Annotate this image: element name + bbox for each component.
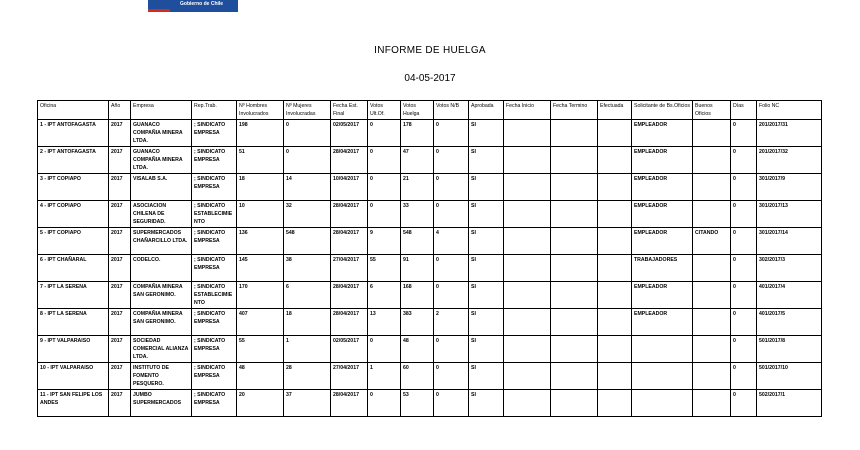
report-date: 04-05-2017 <box>404 73 456 84</box>
table-cell: SUPERMERCADOS CHAÑARCILLO LTDA. <box>131 228 192 255</box>
table-cell: 28/04/2017 <box>331 201 368 228</box>
table-cell: SI <box>469 282 504 309</box>
table-cell <box>632 363 693 390</box>
table-cell: 136 <box>237 228 284 255</box>
table-cell: 10 <box>237 201 284 228</box>
table-cell <box>598 147 632 174</box>
column-header: Nº Hombres Involucrados <box>237 101 284 120</box>
table-cell: JUMBO SUPERMERCADOS <box>131 390 192 417</box>
table-cell: ; SINDICATO EMPRESA <box>192 120 237 147</box>
table-cell <box>632 336 693 363</box>
column-header: Año <box>109 101 131 120</box>
table-cell: 10 - IPT VALPARAISO <box>38 363 109 390</box>
strike-report-table <box>37 100 822 417</box>
table-row <box>38 336 822 363</box>
table-cell: 0 <box>731 147 757 174</box>
table-cell: 9 - IPT VALPARAISO <box>38 336 109 363</box>
table-cell <box>693 120 731 147</box>
table-cell: SI <box>469 201 504 228</box>
table-cell: 0 <box>434 201 469 228</box>
column-header: Oficina <box>38 101 109 120</box>
table-cell: 4 <box>434 228 469 255</box>
column-header: Votos Ult.Of. <box>368 101 401 120</box>
table-cell <box>504 255 551 282</box>
table-cell: SI <box>469 255 504 282</box>
table-cell: SOCIEDAD COMERCIAL ALIANZA LTDA. <box>131 336 192 363</box>
table-cell: 28/04/2017 <box>331 147 368 174</box>
table-cell <box>598 309 632 336</box>
table-cell: ; SINDICATO EMPRESA <box>192 255 237 282</box>
table-cell: 28/04/2017 <box>331 228 368 255</box>
table-cell <box>693 201 731 228</box>
table-cell: 28/04/2017 <box>331 282 368 309</box>
table-cell: ; SINDICATO EMPRESA <box>192 228 237 255</box>
table-cell <box>551 309 598 336</box>
table-cell: 0 <box>284 120 331 147</box>
table-cell: 3 - IPT COPIAPO <box>38 174 109 201</box>
table-cell: 33 <box>401 201 434 228</box>
table-cell <box>598 282 632 309</box>
table-cell <box>632 390 693 417</box>
table-cell: 0 <box>434 174 469 201</box>
table-cell <box>551 120 598 147</box>
table-cell: 0 <box>434 363 469 390</box>
table-cell: 0 <box>731 120 757 147</box>
table-cell: 20 <box>237 390 284 417</box>
table-cell: 0 <box>368 201 401 228</box>
table-row <box>38 147 822 174</box>
table-cell: 0 <box>731 282 757 309</box>
table-cell: 0 <box>368 120 401 147</box>
table-cell: 60 <box>401 363 434 390</box>
table-cell <box>504 147 551 174</box>
table-cell <box>504 282 551 309</box>
table-cell: 0 <box>434 255 469 282</box>
table-cell: 301/2017/14 <box>757 228 822 255</box>
table-cell: VISALAB S.A. <box>131 174 192 201</box>
table-cell: 55 <box>237 336 284 363</box>
table-cell: 0 <box>731 363 757 390</box>
table-cell <box>693 309 731 336</box>
table-cell <box>551 390 598 417</box>
table-cell: 5 - IPT COPIAPO <box>38 228 109 255</box>
table-cell: 201/2017/31 <box>757 120 822 147</box>
table-cell: 47 <box>401 147 434 174</box>
table-row <box>38 255 822 282</box>
table-cell <box>693 147 731 174</box>
table-cell: 0 <box>434 282 469 309</box>
table-cell: 401/2017/5 <box>757 309 822 336</box>
table-cell: 10/04/2017 <box>331 174 368 201</box>
table-cell: 38 <box>284 255 331 282</box>
column-header: Fecha Est. Final <box>331 101 368 120</box>
table-cell <box>504 174 551 201</box>
table-cell <box>504 336 551 363</box>
column-header: Aprobada <box>469 101 504 120</box>
table-cell <box>693 255 731 282</box>
table-cell: ; SINDICATO EMPRESA <box>192 336 237 363</box>
table-cell: 407 <box>237 309 284 336</box>
table-cell: 11 - IPT SAN FELIPE LOS ANDES <box>38 390 109 417</box>
table-cell: 0 <box>731 255 757 282</box>
table-cell: 0 <box>368 174 401 201</box>
table-cell: ; SINDICATO ESTABLECIMIENTO <box>192 282 237 309</box>
table-cell: EMPLEADOR <box>632 309 693 336</box>
table-cell: SI <box>469 120 504 147</box>
table-cell: 201/2017/32 <box>757 147 822 174</box>
table-cell <box>504 390 551 417</box>
table-row <box>38 309 822 336</box>
table-cell: 8 - IPT LA SERENA <box>38 309 109 336</box>
column-header: Fecha Inicio <box>504 101 551 120</box>
table-cell: 301/2017/9 <box>757 174 822 201</box>
table-cell: 178 <box>401 120 434 147</box>
table-cell: 51 <box>237 147 284 174</box>
table-cell <box>551 147 598 174</box>
table-cell: 48 <box>237 363 284 390</box>
table-cell: 2017 <box>109 147 131 174</box>
table-cell: 32 <box>284 201 331 228</box>
table-cell: 0 <box>731 201 757 228</box>
table-row <box>38 174 822 201</box>
table-cell: 145 <box>237 255 284 282</box>
table-cell <box>504 120 551 147</box>
column-header: Nº Mujeres Involucradas <box>284 101 331 120</box>
table-row <box>38 201 822 228</box>
column-header: Fecha Termino <box>551 101 598 120</box>
table-cell: EMPLEADOR <box>632 147 693 174</box>
table-cell: 1 <box>284 336 331 363</box>
column-header: Solicitante de Bs.Oficios <box>632 101 693 120</box>
table-cell: 53 <box>401 390 434 417</box>
table-cell: 28 <box>284 363 331 390</box>
table-cell <box>504 228 551 255</box>
table-cell: 2017 <box>109 228 131 255</box>
table-cell <box>504 309 551 336</box>
table-cell: GUANACO COMPAÑIA MINERA LTDA. <box>131 147 192 174</box>
table-cell <box>693 390 731 417</box>
table-cell: ; SINDICATO EMPRESA <box>192 309 237 336</box>
table-cell: 13 <box>368 309 401 336</box>
table-row <box>38 282 822 309</box>
table-cell: ASOCIACION CHILENA DE SEGURIDAD. <box>131 201 192 228</box>
table-cell: 2017 <box>109 336 131 363</box>
table-cell: COMPAÑIA MINERA SAN GERONIMO. <box>131 282 192 309</box>
table-cell <box>598 363 632 390</box>
table-cell: 548 <box>401 228 434 255</box>
table-cell <box>551 255 598 282</box>
table-cell: 2017 <box>109 282 131 309</box>
table-cell: ; SINDICATO EMPRESA <box>192 174 237 201</box>
government-logo <box>148 0 238 12</box>
table-cell: 14 <box>284 174 331 201</box>
table-cell: 02/05/2017 <box>331 336 368 363</box>
table-cell: 2017 <box>109 201 131 228</box>
table-cell: 0 <box>434 147 469 174</box>
column-header: Rep.Trab. <box>192 101 237 120</box>
table-cell <box>504 363 551 390</box>
table-cell <box>551 174 598 201</box>
table-cell: 21 <box>401 174 434 201</box>
table-cell: ; SINDICATO EMPRESA <box>192 147 237 174</box>
table-cell <box>598 255 632 282</box>
table-cell: 2017 <box>109 390 131 417</box>
table-cell: SI <box>469 390 504 417</box>
table-cell: 502/2017/1 <box>757 390 822 417</box>
table-cell: 48 <box>401 336 434 363</box>
table-cell: 0 <box>434 120 469 147</box>
table-cell: 0 <box>731 174 757 201</box>
table-cell: 2017 <box>109 174 131 201</box>
table-cell <box>551 336 598 363</box>
table-cell: 2 - IPT ANTOFAGASTA <box>38 147 109 174</box>
table-row <box>38 363 822 390</box>
column-header: Días <box>731 101 757 120</box>
table-cell: CODELCO. <box>131 255 192 282</box>
table-cell: 170 <box>237 282 284 309</box>
table-cell: EMPLEADOR <box>632 201 693 228</box>
table-cell: 0 <box>368 336 401 363</box>
table-cell: INSTITUTO DE FOMENTO PESQUERO. <box>131 363 192 390</box>
table-row <box>38 390 822 417</box>
table-cell: 2017 <box>109 255 131 282</box>
header-row <box>38 101 822 120</box>
table-cell <box>598 228 632 255</box>
table-cell <box>598 174 632 201</box>
table-cell: SI <box>469 336 504 363</box>
table-cell <box>598 201 632 228</box>
table-cell <box>693 282 731 309</box>
table-cell: 1 <box>368 363 401 390</box>
table-header <box>38 101 822 120</box>
table-cell: 383 <box>401 309 434 336</box>
table-cell <box>693 336 731 363</box>
table-cell: ; SINDICATO ESTABLECIMIENTO <box>192 201 237 228</box>
table-cell: 168 <box>401 282 434 309</box>
table-cell: SI <box>469 174 504 201</box>
table-cell: 6 <box>284 282 331 309</box>
column-header: Buenos Oficios <box>693 101 731 120</box>
table-cell: 27/04/2017 <box>331 363 368 390</box>
logo-red-band <box>148 9 170 12</box>
column-header: Votos N/B <box>434 101 469 120</box>
table-cell: 1 - IPT ANTOFAGASTA <box>38 120 109 147</box>
table-cell: 91 <box>401 255 434 282</box>
column-header: Votos Huelga <box>401 101 434 120</box>
table-cell <box>598 336 632 363</box>
table-cell: 28/04/2017 <box>331 390 368 417</box>
table-cell: 27/04/2017 <box>331 255 368 282</box>
table-cell: 4 - IPT COPIAPO <box>38 201 109 228</box>
table-cell: 0 <box>731 390 757 417</box>
table-cell: 2017 <box>109 363 131 390</box>
table-cell: SI <box>469 147 504 174</box>
table-cell: CITANDO <box>693 228 731 255</box>
table-body <box>38 120 822 417</box>
table-cell: ; SINDICATO EMPRESA <box>192 363 237 390</box>
table-cell: 302/2017/3 <box>757 255 822 282</box>
table-cell: 0 <box>434 390 469 417</box>
table-cell <box>504 201 551 228</box>
table-cell <box>693 174 731 201</box>
table-cell: 301/2017/13 <box>757 201 822 228</box>
table-cell <box>551 201 598 228</box>
table-cell: TRABAJADORES <box>632 255 693 282</box>
table-cell <box>551 228 598 255</box>
table-cell: ; SINDICATO EMPRESA <box>192 390 237 417</box>
table-cell: 501/2017/8 <box>757 336 822 363</box>
column-header: Empresa <box>131 101 192 120</box>
table-cell: 0 <box>731 309 757 336</box>
table-cell: 198 <box>237 120 284 147</box>
table-cell: 501/2017/10 <box>757 363 822 390</box>
table-cell: 0 <box>368 390 401 417</box>
table-cell: 18 <box>237 174 284 201</box>
table-cell: GUANACO COMPAÑIA MINERA LTDA. <box>131 120 192 147</box>
column-header: Efectuada <box>598 101 632 120</box>
logo-text: Gobierno de Chile <box>180 1 224 7</box>
table-cell: 0 <box>731 228 757 255</box>
table-cell: COMPAÑIA MINERA SAN GERONIMO. <box>131 309 192 336</box>
table-cell: 02/05/2017 <box>331 120 368 147</box>
table-cell: SI <box>469 309 504 336</box>
table-cell: 2017 <box>109 120 131 147</box>
table-cell: 2 <box>434 309 469 336</box>
table-cell: 2017 <box>109 309 131 336</box>
table-cell: 0 <box>434 336 469 363</box>
report-title: INFORME DE HUELGA <box>374 45 486 56</box>
table-cell: 0 <box>284 147 331 174</box>
table-cell: EMPLEADOR <box>632 282 693 309</box>
table-cell: 9 <box>368 228 401 255</box>
table-cell: SI <box>469 228 504 255</box>
table-cell: 18 <box>284 309 331 336</box>
table-cell: 7 - IPT LA SERENA <box>38 282 109 309</box>
table-cell <box>598 120 632 147</box>
table-cell: 6 - IPT CHAÑARAL <box>38 255 109 282</box>
table-cell: 37 <box>284 390 331 417</box>
table-cell: 28/04/2017 <box>331 309 368 336</box>
table-cell: 6 <box>368 282 401 309</box>
table-cell <box>598 390 632 417</box>
table-cell: EMPLEADOR <box>632 228 693 255</box>
table-cell: 401/2017/4 <box>757 282 822 309</box>
table-cell: EMPLEADOR <box>632 174 693 201</box>
table-cell: 0 <box>731 336 757 363</box>
table-cell: 548 <box>284 228 331 255</box>
table-cell <box>551 282 598 309</box>
column-header: Folio NC <box>757 101 822 120</box>
table-row <box>38 120 822 147</box>
table-cell: 0 <box>368 147 401 174</box>
table-cell: EMPLEADOR <box>632 120 693 147</box>
table-cell: SI <box>469 363 504 390</box>
table-cell: 55 <box>368 255 401 282</box>
table-cell <box>693 363 731 390</box>
table-cell <box>551 363 598 390</box>
table-row <box>38 228 822 255</box>
logo-lower-band <box>170 9 238 12</box>
